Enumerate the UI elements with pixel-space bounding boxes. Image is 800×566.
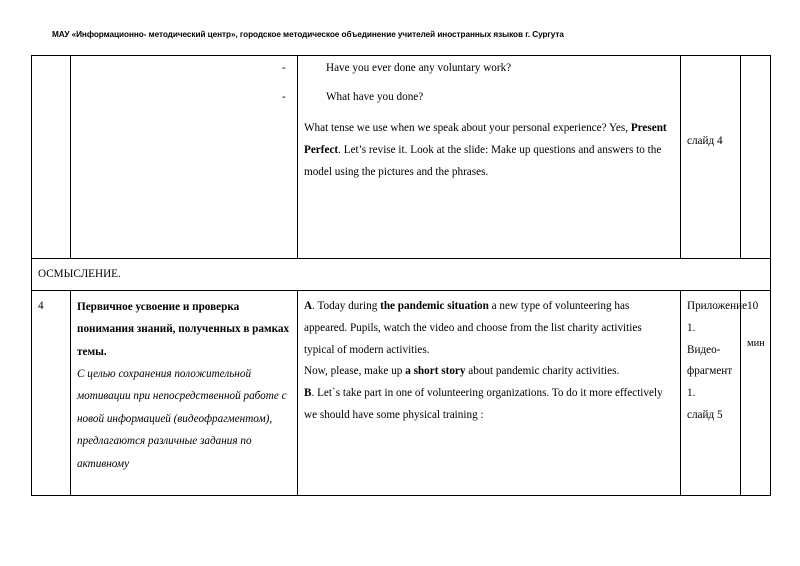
paragraph-label-a: A bbox=[304, 299, 313, 312]
paragraph-text-after: . Let’s revise it. Look at the slide: Make up questions and answers to the model using the pictures and the phrases. bbox=[304, 143, 662, 178]
document-header: МАУ «Информационно- методический центр», городское методическое объединение учителей иностранных языков г. Сургута bbox=[52, 30, 564, 39]
paragraph-text-before: What tense we use when we speak about your personal experience? Yes, bbox=[304, 122, 631, 135]
bullet-item bbox=[282, 90, 674, 105]
cell-resource bbox=[681, 56, 741, 259]
lesson-plan-table bbox=[31, 55, 771, 496]
cell-row-number bbox=[32, 56, 71, 259]
time-value: 10 bbox=[747, 299, 759, 312]
section-heading: ОСМЫСЛЕНИЕ. bbox=[32, 259, 771, 291]
resource-video: Видео-фрагмент 1. bbox=[687, 343, 733, 400]
cell-resource bbox=[681, 290, 748, 495]
cell-lesson-content bbox=[298, 290, 681, 495]
paragraph-story-bold: a short story bbox=[405, 365, 466, 378]
lesson-paragraph-b bbox=[304, 383, 674, 427]
bullet-item bbox=[282, 61, 674, 76]
table-row bbox=[32, 290, 771, 495]
bullet-text: Have you ever done any voluntary work? bbox=[326, 62, 512, 74]
paragraph-b-text: . Let`s take part in one of volunteering organizations. To do it more effectively we should have some physical training : bbox=[304, 387, 663, 422]
paragraph-story-after: about pandemic charity activities. bbox=[465, 365, 620, 378]
cell-time bbox=[741, 290, 771, 495]
time-unit: мин bbox=[747, 337, 765, 349]
lesson-paragraph-a bbox=[304, 296, 674, 362]
paragraph-a-after: a new type of volunteering has appeared. Pupils, watch the video and choose from the list charity activities typical of modern activities. bbox=[304, 299, 642, 356]
paragraph-label-b: B bbox=[304, 387, 312, 400]
bullet-dash: - bbox=[282, 62, 286, 74]
resource-label: слайд 4 bbox=[687, 135, 723, 147]
cell-row-number: 4 bbox=[32, 290, 71, 495]
paragraph-story-before: Now, please, make up bbox=[304, 365, 406, 378]
resource-appendix: Приложение 1. bbox=[687, 299, 748, 334]
table-row bbox=[32, 56, 771, 259]
lesson-paragraph bbox=[304, 118, 674, 184]
cell-lesson-content bbox=[282, 56, 681, 259]
cell-time bbox=[741, 56, 771, 259]
stage-title: Первичное усвоение и проверка понимания знаний, полученных в рамках темы. bbox=[77, 300, 290, 358]
cell-stage-description bbox=[71, 290, 298, 495]
resource-slide: слайд 5 bbox=[687, 409, 723, 422]
paragraph-a-bold: the pandemic situation bbox=[380, 299, 489, 312]
bullet-text: What have you done? bbox=[326, 90, 424, 103]
lesson-paragraph-story bbox=[304, 361, 674, 383]
paragraph-a-before: . Today during bbox=[312, 299, 381, 312]
cell-stage-description bbox=[71, 56, 298, 259]
table-row-section bbox=[32, 259, 771, 291]
stage-note: С целью сохранения положительной мотивации при непосредственной работе с новой информацией (видеофрагментом), предлагаются различные задания по активному bbox=[77, 368, 287, 470]
bullet-dash: - bbox=[282, 90, 286, 103]
paragraph-bold-term: Present Perfect bbox=[304, 122, 667, 156]
